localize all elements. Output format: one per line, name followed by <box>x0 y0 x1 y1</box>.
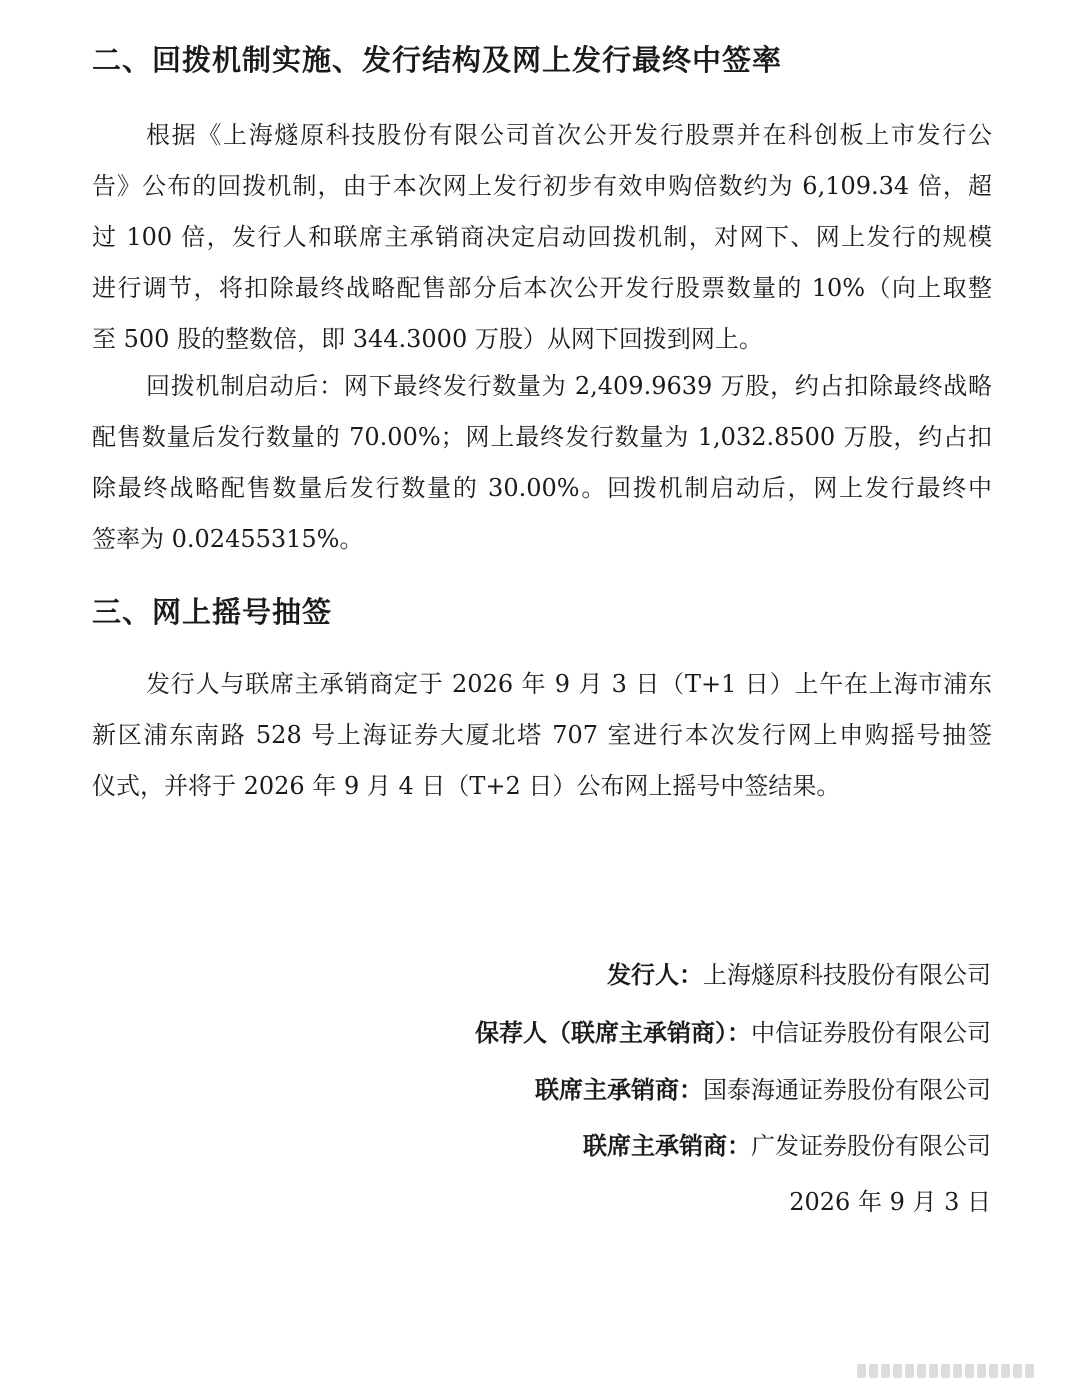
document-date: 2026 年 9 月 3 日 <box>789 1188 991 1216</box>
text-line: 新区浦东南路 528 号上海证券大厦北塔 707 室进行本次发行网上申购摇号抽签 <box>92 721 992 749</box>
text-line: 至 500 股的整数倍，即 344.3000 万股）从网下回拨到网上。 <box>92 325 763 353</box>
signature-name: 广发证券股份有限公司 <box>751 1132 991 1160</box>
signature-issuer <box>607 955 991 990</box>
section-3-heading: 三、网上摇号抽签 <box>92 595 333 629</box>
signature-co-underwriter-2 <box>583 1126 991 1161</box>
signature-name: 中信证券股份有限公司 <box>751 1019 991 1047</box>
text-line: 过 100 倍，发行人和联席主承销商决定启动回拨机制，对网下、网上发行的规模 <box>92 223 992 251</box>
section-3-paragraph-1 <box>92 659 992 812</box>
signature-role: 保荐人（联席主承销商）： <box>475 1019 751 1047</box>
text-line: 除最终战略配售数量后发行数量的 30.00%。回拨机制启动后，网上发行最终中 <box>92 474 992 502</box>
text-line: 发行人与联席主承销商定于 2026 年 9 月 3 日（T+1 日）上午在上海市浦东 <box>146 670 992 698</box>
section-2-paragraph-2 <box>92 361 992 565</box>
text-line: 根据《上海燧原科技股份有限公司首次公开发行股票并在科创板上市发行公 <box>146 121 992 149</box>
text-line: 仪式，并将于 2026 年 9 月 4 日（T+2 日）公布网上摇号中签结果。 <box>92 772 841 800</box>
signature-name: 国泰海通证券股份有限公司 <box>703 1076 991 1104</box>
signature-sponsor <box>475 1013 991 1048</box>
text-line: 回拨机制启动后：网下最终发行数量为 2,409.9639 万股，约占扣除最终战略 <box>146 372 992 400</box>
text-line: 签率为 0.02455315%。 <box>92 525 364 553</box>
section-2-heading: 二、回拨机制实施、发行结构及网上发行最终中签率 <box>92 43 783 77</box>
text-line: 配售数量后发行数量的 70.00%；网上最终发行数量为 1,032.8500 万股，约占扣 <box>92 423 992 451</box>
watermark-icon <box>857 1364 1034 1378</box>
section-2-paragraph-1 <box>92 110 992 365</box>
signature-role: 联席主承销商： <box>535 1076 703 1104</box>
signature-role: 联席主承销商： <box>583 1132 751 1160</box>
text-line: 告》公布的回拨机制，由于本次网上发行初步有效申购倍数约为 6,109.34 倍，超 <box>92 172 992 200</box>
text-line: 进行调节，将扣除最终战略配售部分后本次公开发行股票数量的 10%（向上取整 <box>92 274 992 302</box>
signature-co-underwriter-1 <box>535 1070 991 1105</box>
signature-name: 上海燧原科技股份有限公司 <box>703 961 991 989</box>
signature-role: 发行人： <box>607 961 703 989</box>
